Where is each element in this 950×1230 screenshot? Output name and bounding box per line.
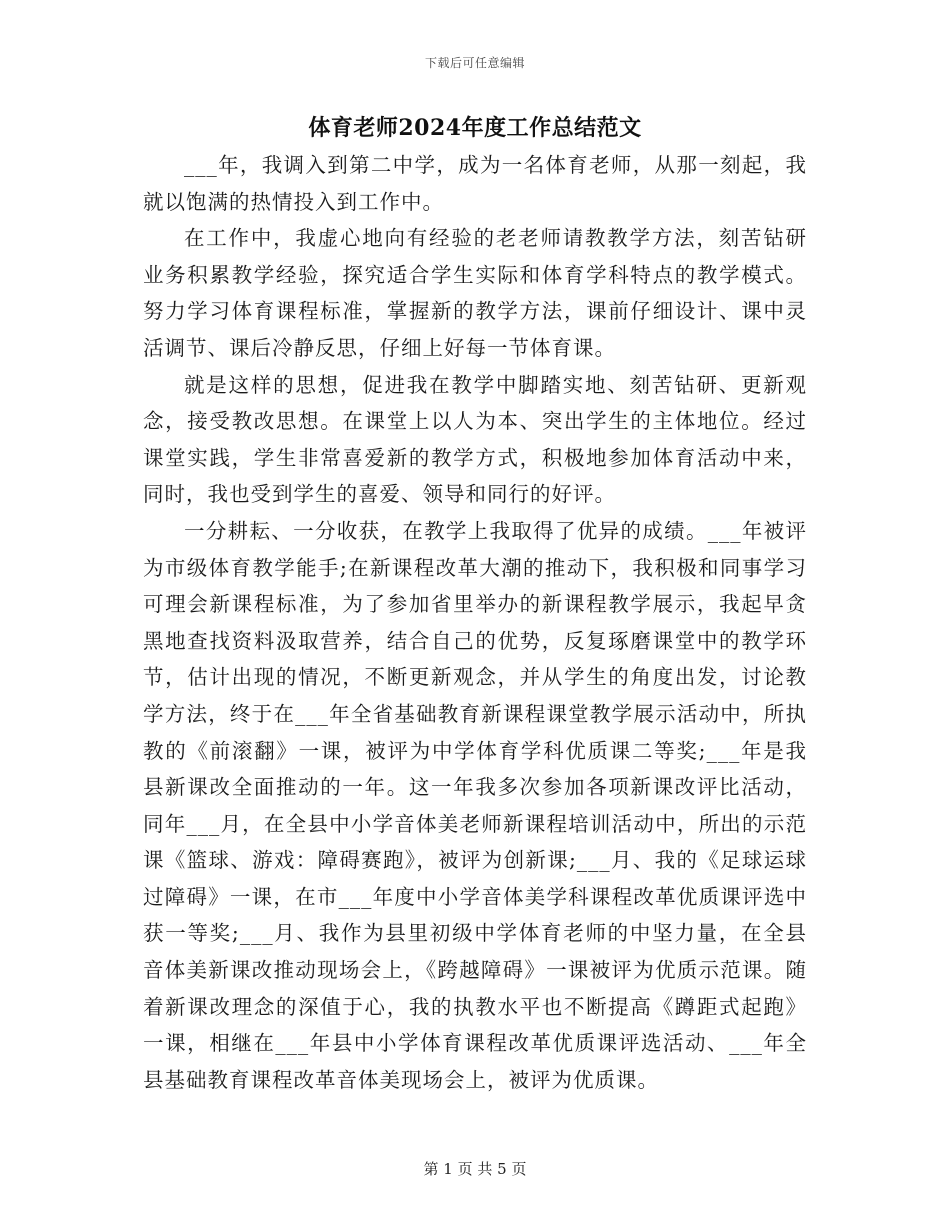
document-title: 体育老师2024年度工作总结范文 [308, 115, 642, 141]
paragraph-3: 就是这样的思想，促进我在教学中脚踏实地、刻苦钻研、更新观念，接受教改思想。在课堂上以人为本、突出学生的主体地位。经过课堂实践，学生非常喜爱新的教学方式，积极地参加体育活动中来，同时，我也受到学生的喜爱、领导和同行的好评。 [143, 372, 807, 507]
paragraph-1: ___年，我调入到第二中学，成为一名体育老师，从那一刻起，我就以饱满的热情投入到工作中。 [143, 153, 807, 214]
page-number: 第 1 页 共 5 页 [423, 1160, 527, 1178]
paragraph-4: 一分耕耘、一分收获，在教学上我取得了优异的成绩。___年被评为市级体育教学能手;在新课程改革大潮的推动下，我积极和同事学习可理会新课程标准，为了参加省里举办的新课程教学展示，我起早贪黑地查找资料汲取营养，结合自己的优势，反复琢磨课堂中的教学环节，估计出现的情况，不断更新观念，并从学生的角度出发，讨论教学方法，终于在___年全省基础教育新课程课堂教学展示活动中，所执教的《前滚翻》一课，被评为中学体育学科优质课二等奖;___年是我县新课改全面推动的一年。这一年我多次参加各项新课改评比活动，同年___月，在全县中小学音体美老师新课程培训活动中，所出的示范课《篮球、游戏：障碍赛跑》，被评为创新课;___月、我的《足球运球过障碍》一课，在市___年度中小学音体美学科课程改革优质课评选中获一等奖;___月、我作为县里初级中学体育老师的中坚力量，在全县音体美新课改推动现场会上，《跨越障碍》一课被评为优质示范课。随着新课改理念的深值于心，我的执教水平也不断提高《蹲距式起跑》一课，相继在___年县中小学体育课程改革优质课评选活动、___年全县基础教育课程改革音体美现场会上，被评为优质课。 [143, 518, 807, 1092]
paragraph-2: 在工作中，我虚心地向有经验的老老师请教教学方法，刻苦钻研业务积累教学经验，探究适合学生实际和体育学科特点的教学模式。努力学习体育课程标准，掌握新的教学方法，课前仔细设计、课中灵活调节、课后冷静反思，仔细上好每一节体育课。 [143, 226, 807, 360]
document-body [143, 147, 807, 1098]
download-note: 下载后可任意编辑 [424, 56, 525, 70]
